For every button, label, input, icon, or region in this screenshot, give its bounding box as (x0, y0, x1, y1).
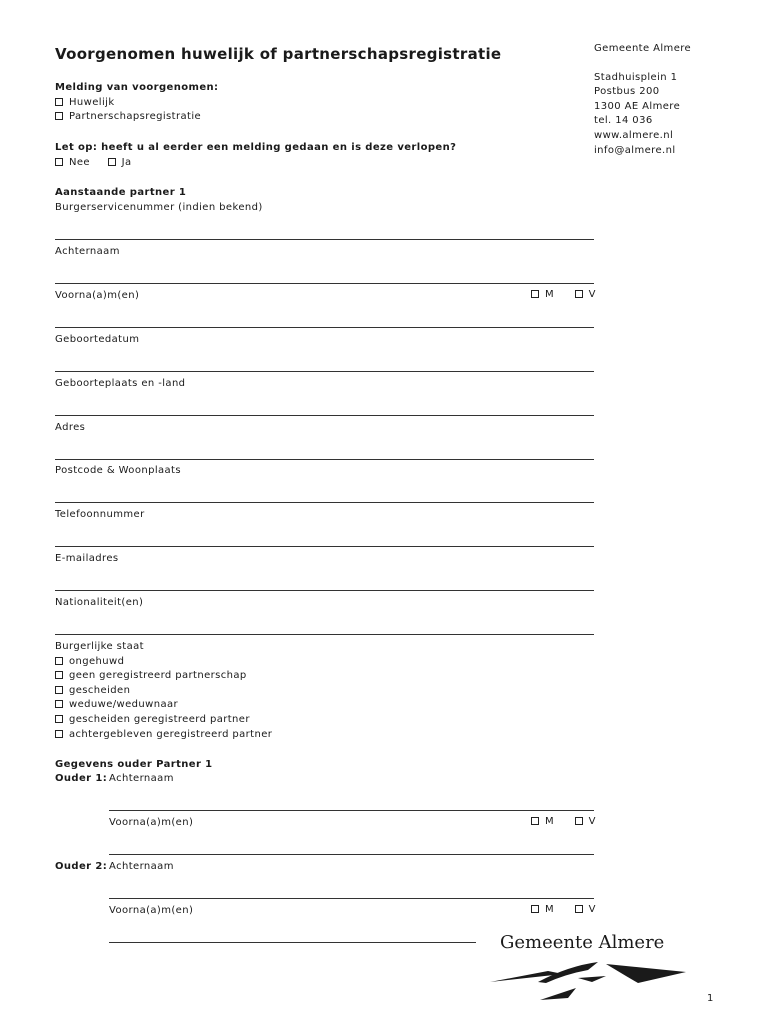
ouder1-voornamen-field[interactable] (109, 854, 594, 855)
gender-options (531, 289, 596, 300)
geboortedatum-label: Geboortedatum (55, 334, 140, 345)
checkbox[interactable] (55, 700, 63, 708)
bsn-field[interactable] (55, 239, 594, 240)
address-block (594, 42, 691, 158)
ouder1-label: Ouder 1: (55, 773, 108, 784)
partner-section (55, 186, 263, 215)
checkbox[interactable] (531, 290, 539, 298)
nationaliteit-label: Nationaliteit(en) (55, 597, 144, 608)
geboorteplaats-label: Geboorteplaats en -land (55, 378, 186, 389)
adres-field[interactable] (55, 459, 594, 460)
option-gescheiden[interactable]: gescheiden (55, 684, 272, 699)
ouder2-achternaam-field[interactable] (109, 898, 594, 899)
city: 1300 AE Almere (594, 100, 681, 112)
checkbox[interactable] (575, 817, 583, 825)
ouders-heading: Gegevens ouder Partner 1 (55, 759, 213, 770)
postcode-field[interactable] (55, 502, 594, 503)
option-v[interactable]: V (575, 289, 596, 300)
ouder2-label: Ouder 2: (55, 861, 108, 872)
ouder1-voornamen-label: Voorna(a)m(en) (109, 817, 194, 828)
bsn-label: Burgerservicenummer (indien bekend) (55, 201, 263, 213)
option-huwelijk[interactable]: Huwelijk (55, 96, 218, 111)
checkbox[interactable] (108, 158, 116, 166)
telefoon-field[interactable] (55, 546, 594, 547)
option-v[interactable]: V (575, 904, 596, 915)
option-gescheiden-partner[interactable]: gescheiden geregistreerd partner (55, 713, 272, 728)
option-partnerschap[interactable]: Partnerschapsregistratie (55, 110, 218, 125)
geboorteplaats-field[interactable] (55, 415, 594, 416)
achternaam-label: Achternaam (55, 246, 120, 257)
option-geen-partnerschap[interactable]: geen geregistreerd partnerschap (55, 669, 272, 684)
postbus: Postbus 200 (594, 86, 660, 98)
option-weduwe[interactable]: weduwe/weduwnaar (55, 698, 272, 713)
achternaam-field[interactable] (55, 283, 594, 284)
option-v[interactable]: V (575, 816, 596, 827)
website-link[interactable]: www.almere.nl (594, 129, 674, 141)
partner-heading: Aanstaande partner 1 (55, 187, 187, 198)
ouder1-achternaam-field[interactable] (109, 810, 594, 811)
voornamen-label: Voorna(a)m(en) (55, 290, 140, 301)
telefoon-label: Telefoonnummer (55, 509, 145, 520)
checkbox[interactable] (55, 112, 63, 120)
option-m[interactable]: M (531, 289, 554, 300)
melding-section (55, 81, 218, 125)
letop-section (55, 141, 456, 170)
option-nee[interactable]: Nee (55, 156, 90, 171)
option-m[interactable]: M (531, 904, 554, 915)
ouders-section (55, 758, 213, 773)
checkbox[interactable] (55, 158, 63, 166)
burgerlijke-staat-section (55, 640, 272, 742)
geboortedatum-field[interactable] (55, 371, 594, 372)
option-achtergebleven-partner[interactable]: achtergebleven geregistreerd partner (55, 728, 272, 743)
voornamen-field[interactable] (55, 327, 594, 328)
nationaliteit-field[interactable] (55, 634, 594, 635)
letop-question: Let op: heeft u al eerder een melding gedaan en is deze verlopen? (55, 142, 457, 153)
option-ja[interactable]: Ja (108, 156, 132, 171)
postcode-label: Postcode & Woonplaats (55, 465, 181, 476)
email-label: E-mailadres (55, 553, 119, 564)
option-m[interactable]: M (531, 816, 554, 827)
page-title: Voorgenomen huwelijk of partnerschapsregistratie (55, 45, 502, 63)
ouder2-achternaam-label: Achternaam (109, 861, 174, 872)
page-number: 1 (707, 993, 714, 1004)
checkbox[interactable] (531, 905, 539, 913)
checkbox[interactable] (575, 290, 583, 298)
checkbox[interactable] (55, 98, 63, 106)
option-ongehuwd[interactable]: ongehuwd (55, 655, 272, 670)
checkbox[interactable] (55, 671, 63, 679)
checkbox[interactable] (55, 686, 63, 694)
checkbox[interactable] (575, 905, 583, 913)
checkbox[interactable] (55, 715, 63, 723)
melding-heading: Melding van voorgenomen: (55, 82, 219, 93)
street: Stadhuisplein 1 (594, 71, 678, 83)
checkbox[interactable] (55, 657, 63, 665)
checkbox[interactable] (55, 730, 63, 738)
gemeente-almere-logo-text: Gemeente Almere (500, 932, 665, 953)
adres-label: Adres (55, 422, 86, 433)
email-link[interactable]: info@almere.nl (594, 144, 676, 156)
burgerlijke-staat-heading: Burgerlijke staat (55, 641, 144, 652)
ouder1-achternaam-label: Achternaam (109, 773, 174, 784)
ouder2-voornamen-label: Voorna(a)m(en) (109, 905, 194, 916)
almere-logo-icon (488, 958, 688, 1004)
ouder2-gender-options (531, 904, 596, 915)
checkbox[interactable] (531, 817, 539, 825)
email-field[interactable] (55, 590, 594, 591)
ouder1-gender-options (531, 816, 596, 827)
org-name: Gemeente Almere (594, 43, 692, 54)
phone: tel. 14 036 (594, 115, 653, 127)
ouder2-voornamen-field[interactable] (109, 942, 476, 943)
